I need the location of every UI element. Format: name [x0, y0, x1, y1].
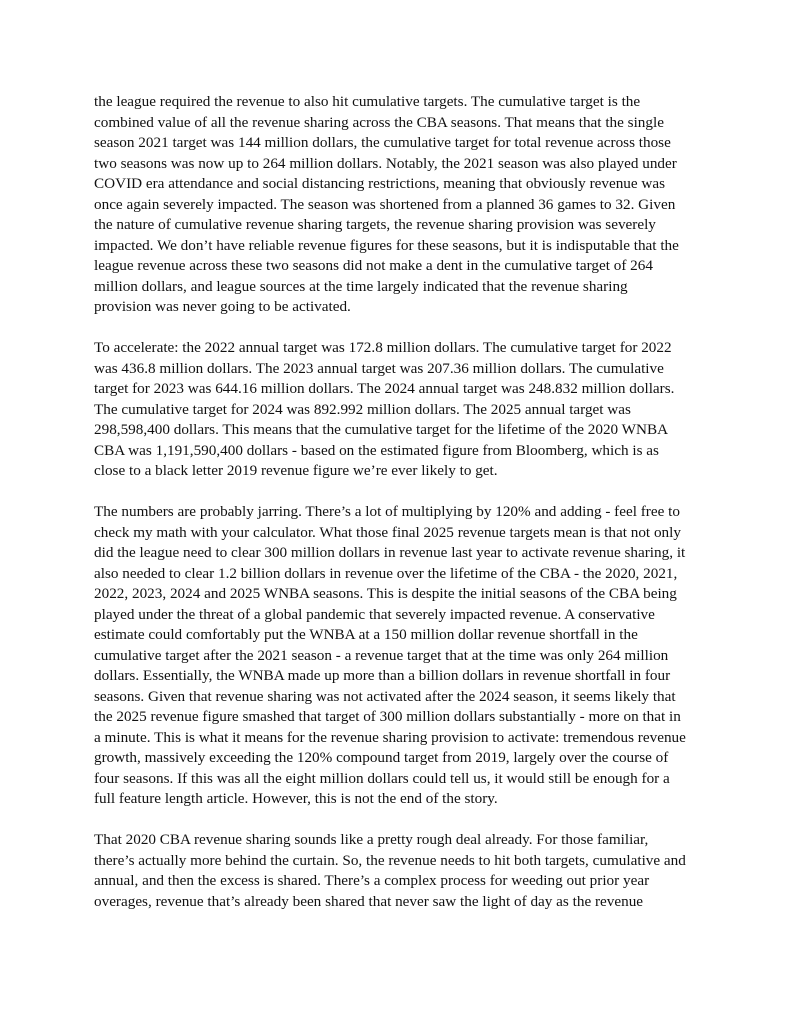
- text-line: CBA was 1,191,590,400 dollars - based on the estimated figure from Bloomberg, which is as: [94, 441, 659, 459]
- text-line: million dollars, and league sources at the time largely indicated that the revenue sharing: [94, 277, 628, 295]
- text-line: season 2021 target was 144 million dollars, the cumulative target for total revenue across those: [94, 134, 671, 151]
- text-line: league revenue across these two seasons did not make a dent in the cumulative target of 264: [94, 257, 653, 274]
- text-line: was 436.8 million dollars. The 2023 annual target was 207.36 million dollars. The cumulative: [94, 359, 664, 377]
- text-line: a minute. This is what it means for the revenue sharing provision to activate: tremendous revenue: [94, 728, 686, 746]
- text-line: did the league need to clear 300 million dollars in revenue last year to activate revenue sharing, it: [94, 544, 686, 561]
- text-line: check my math with your calculator. What those final 2025 revenue targets mean is that not only: [94, 523, 681, 541]
- text-line: 298,598,400 dollars. This means that the cumulative target for the lifetime of the 2020 WNBA: [94, 421, 669, 438]
- text-line: full feature length article. However, this is not the end of the story.: [94, 790, 498, 807]
- text-line: also needed to clear 1.2 billion dollars in revenue over the lifetime of the CBA - the 2020, 2021,: [94, 564, 678, 582]
- text-line: there’s actually more behind the curtain. So, the revenue needs to hit both targets, cumulative and: [94, 851, 686, 869]
- text-line: the league required the revenue to also hit cumulative targets. The cumulative target is the: [94, 93, 641, 110]
- text-line: combined value of all the revenue sharing across the CBA seasons. That means that the single: [94, 113, 664, 131]
- document-body: [94, 92, 706, 933]
- text-line: growth, massively exceeding the 120% compound target from 2019, largely over the course of: [94, 749, 669, 766]
- text-line: close to a black letter 2019 revenue figure we’re ever likely to get.: [94, 462, 498, 479]
- text-line: four seasons. If this was all the eight million dollars could tell us, it would still be enough for a: [94, 769, 670, 787]
- text-line: The cumulative target for 2024 was 892.992 million dollars. The 2025 annual target was: [94, 400, 631, 418]
- text-line: cumulative target after the 2021 season - a revenue target that at the time was only 264 million: [94, 646, 669, 664]
- text-line: COVID era attendance and social distancing restrictions, meaning that obviously revenue was: [94, 175, 666, 192]
- paragraph: [94, 338, 706, 482]
- text-line: estimate could comfortably put the WNBA at a 150 million dollar revenue shortfall in the: [94, 626, 638, 643]
- text-line: the 2025 revenue figure smashed that target of 300 million dollars substantially - more on that in: [94, 708, 681, 725]
- text-line: impacted. We don’t have reliable revenue figures for these seasons, but it is indisputable that the: [94, 236, 679, 254]
- text-line: overages, revenue that’s already been shared that never saw the light of day as the revenue: [94, 892, 644, 910]
- paragraph: [94, 830, 706, 912]
- text-line: annual, and then the excess is shared. There’s a complex process for weeding out prior year: [94, 872, 650, 889]
- text-line: That 2020 CBA revenue sharing sounds like a pretty rough deal already. For those familiar,: [94, 831, 649, 848]
- text-line: once again severely impacted. The season was shortened from a planned 36 games to 32. Given: [94, 195, 676, 213]
- text-line: the nature of cumulative revenue sharing targets, the revenue sharing provision was severely: [94, 216, 656, 233]
- text-line: seasons. Given that revenue sharing was not activated after the 2024 season, it seems likely that: [94, 687, 676, 705]
- text-line: target for 2023 was 644.16 million dollars. The 2024 annual target was 248.832 million dollars.: [94, 380, 675, 397]
- text-line: provision was never going to be activated.: [94, 298, 351, 315]
- text-line: played under the threat of a global pandemic that severely impacted revenue. A conservative: [94, 605, 655, 623]
- text-line: dollars. Essentially, the WNBA made up more than a billion dollars in revenue shortfall in four: [94, 667, 671, 684]
- paragraph: [94, 502, 706, 810]
- paragraph: [94, 92, 706, 318]
- text-line: 2022, 2023, 2024 and 2025 WNBA seasons. This is despite the initial seasons of the CBA being: [94, 585, 677, 602]
- text-line: two seasons was now up to 264 million dollars. Notably, the 2021 season was also played under: [94, 154, 677, 172]
- text-line: To accelerate: the 2022 annual target was 172.8 million dollars. The cumulative target for 2022: [94, 339, 672, 356]
- text-line: The numbers are probably jarring. There’s a lot of multiplying by 120% and adding - feel free to: [94, 503, 680, 520]
